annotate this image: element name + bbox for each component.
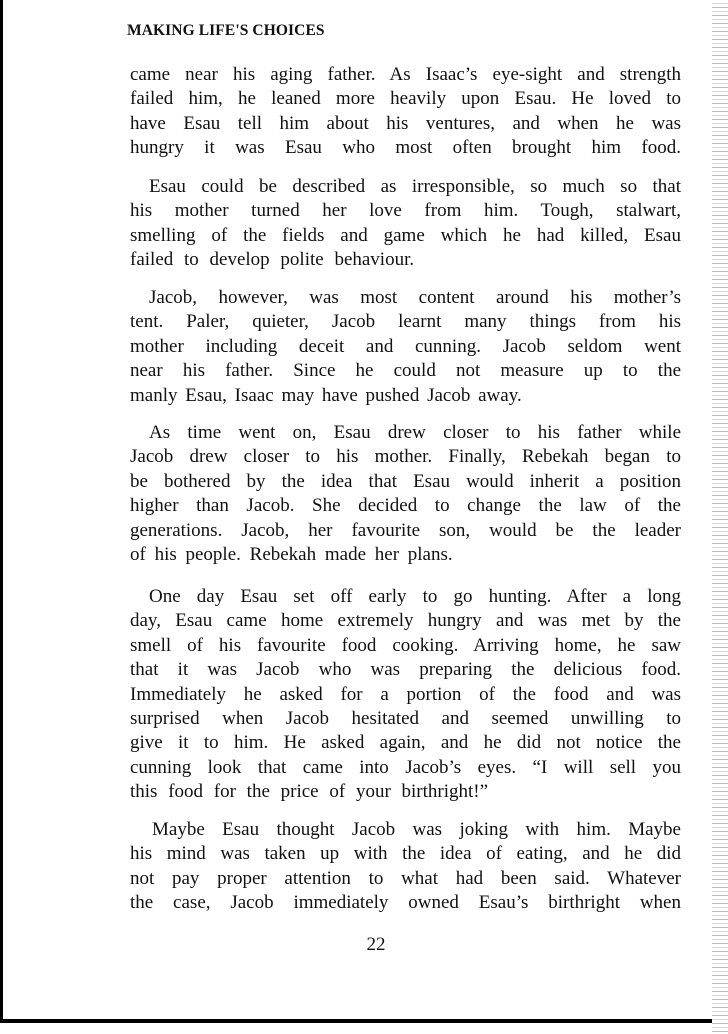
paragraph-3 <box>130 286 681 408</box>
text-line: higher than Jacob. She decided to change the law of the <box>130 495 681 517</box>
text-line: generations. Jacob, her favourite son, would be the leader <box>130 519 681 541</box>
scan-border-right <box>712 0 728 1034</box>
text-line: manly Esau, Isaac may have pushed Jacob away. <box>130 384 522 406</box>
text-line: give it to him. He asked again, and he did not notice the <box>130 732 681 754</box>
text-line: failed him, he leaned more heavily upon Esau. He loved to <box>130 88 681 110</box>
text-line: have Esau tell him about his ventures, and when he was <box>130 112 681 134</box>
text-line: surprised when Jacob hesitated and seemed unwilling to <box>130 707 681 729</box>
text-line: not pay proper attention to what had been said. Whatever <box>130 867 681 889</box>
text-line: Jacob drew closer to his mother. Finally, Rebekah began to <box>130 446 681 468</box>
text-line: the case, Jacob immediately owned Esau’s birthright when <box>130 892 681 914</box>
text-line: mother including deceit and cunning. Jacob seldom went <box>130 335 681 357</box>
text-line: day, Esau came home extremely hungry and was met by the <box>130 610 681 632</box>
scan-border-bottom <box>0 1019 728 1023</box>
text-line: that it was Jacob who was preparing the delicious food. <box>130 659 681 681</box>
text-line: be bothered by the idea that Esau would inherit a position <box>130 470 681 492</box>
text-line: Jacob, however, was most content around his mother’s <box>149 287 681 308</box>
text-line: came near his aging father. As Isaac’s eye-sight and strength <box>130 64 681 85</box>
text-line: cunning look that came into Jacob’s eyes. “I will sell you <box>130 756 681 778</box>
text-line: One day Esau set off early to go hunting. After a long <box>149 586 681 607</box>
paragraph-2 <box>130 175 681 273</box>
text-line: his mother turned her love from him. Tough, stalwart, <box>130 200 681 222</box>
page-number: 22 <box>366 934 386 955</box>
text-line: hungry it was Esau who most often brought him food. <box>130 137 681 159</box>
text-line: this food for the price of your birthright!” <box>130 781 489 803</box>
paragraph-4 <box>130 421 681 567</box>
text-line: smell of his favourite food cooking. Arriving home, he saw <box>130 634 681 656</box>
text-line: Maybe Esau thought Jacob was joking with him. Maybe <box>152 819 681 840</box>
text-line: of his people. Rebekah made her plans. <box>130 543 453 565</box>
text-line: tent. Paler, quieter, Jacob learnt many things from his <box>130 311 681 333</box>
text-line: Esau could be described as irresponsible, so much so that <box>149 176 681 197</box>
paragraph-1 <box>130 63 681 161</box>
paragraph-5 <box>130 585 681 805</box>
text-line: smelling of the fields and game which he had killed, Esau <box>130 224 681 246</box>
text-line: As time went on, Esau drew closer to his father while <box>149 422 681 443</box>
paragraph-6 <box>130 818 681 916</box>
text-line: his mind was taken up with the idea of eating, and he did <box>130 843 681 865</box>
running-header: MAKING LIFE'S CHOICES <box>127 22 325 39</box>
text-line: near his father. Since he could not measure up to the <box>130 360 681 382</box>
scan-border-left <box>0 0 3 1022</box>
text-line: Immediately he asked for a portion of the food and was <box>130 683 681 705</box>
text-line: failed to develop polite behaviour. <box>130 249 415 271</box>
